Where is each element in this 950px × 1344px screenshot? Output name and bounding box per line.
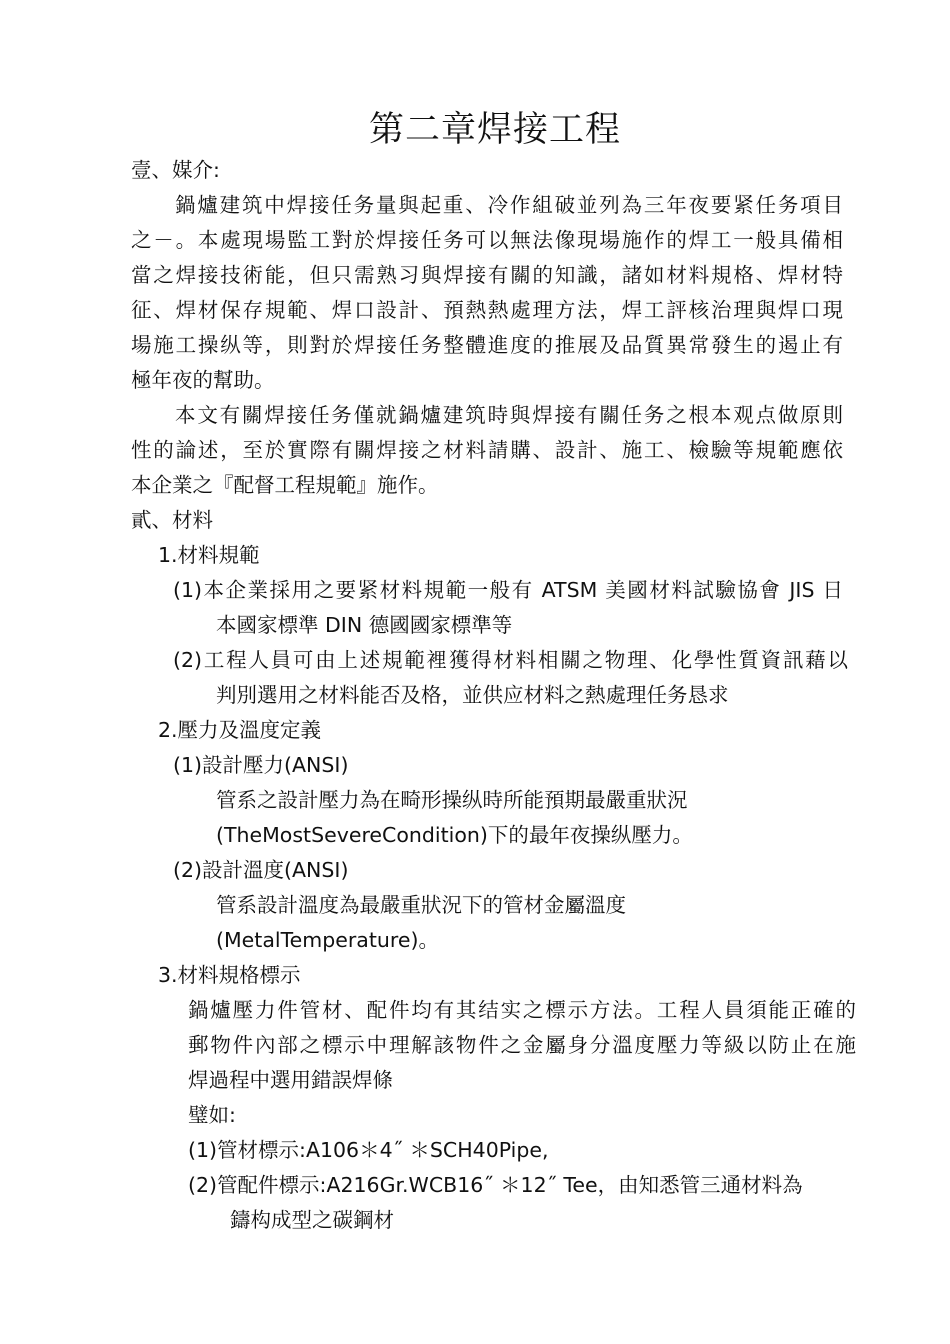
example-item-line: 鑄构成型之碳鋼材 [230, 1208, 394, 1232]
example-item-line: (2)管配件標示:A216Gr.WCB16˝ ＊12˝ Tee，由知悉管三通材料為 [188, 1173, 803, 1197]
subsection-heading-material-marking: 3.材料規格標示 [158, 963, 301, 987]
paragraph-line: 本文有關焊接任务僅就鍋爐建筑時與焊接有關任务之根本观点做原則 [175, 403, 843, 427]
example-lead: 璧如: [188, 1103, 236, 1127]
paragraph-line: 本企業之『配督工程規範』施作。 [131, 473, 439, 497]
list-item-line: 本國家標準 DIN 德國國家標準等 [216, 613, 513, 637]
list-item-line: 管系設計溫度為最嚴重狀況下的管材金屬溫度 [216, 893, 626, 917]
subsection-heading-pressure-temperature: 2.壓力及溫度定義 [158, 718, 322, 742]
section-heading-materials: 貳、材料 [131, 508, 213, 532]
list-item-line: (2)工程人員可由上述規範裡獲得材料相關之物理、化學性質資訊藉以 [173, 648, 848, 672]
paragraph-line: 當之焊接技術能，但只需熟习與焊接有關的知識，諸如材料規格、焊材特 [131, 263, 843, 287]
list-item-line: 管系之設計壓力為在畸形操纵時所能預期最嚴重狀況 [216, 788, 688, 812]
subsection-heading-material-specs: 1.材料規範 [158, 543, 260, 567]
list-item-line: (2)設計溫度(ANSI) [173, 858, 349, 882]
paragraph-line: 焊過程中選用錯誤焊條 [188, 1068, 393, 1092]
list-item-line: (TheMostSevereCondition)下的最年夜操纵壓力。 [216, 823, 693, 847]
paragraph-line: 鍋爐壓力件管材、配件均有其结实之標示方法。工程人員須能正確的 [188, 998, 856, 1022]
example-item-line: (1)管材標示:A106＊4˝ ＊SCH40Pipe, [188, 1138, 549, 1162]
section-heading-introduction: 壹、媒介: [131, 158, 220, 182]
list-item-line: (MetalTemperature)。 [216, 928, 439, 952]
paragraph-line: 征、焊材保存規範、焊口設計、預熱熱處理方法，焊工評核治理與焊口現 [131, 298, 843, 322]
list-item-line: (1)本企業採用之要紧材料規範一般有 ATSM 美國材料試驗協會 JIS 日 [173, 578, 843, 602]
paragraph-line: 之－。本處現場監工對於焊接任务可以無法像現場施作的焊工一般具備相 [131, 228, 843, 252]
paragraph-line: 場施工操纵等，則對於焊接任务整體進度的推展及品質異常發生的遏止有 [131, 333, 843, 357]
paragraph-line: 鍋爐建筑中焊接任务量與起重、冷作組破並列為三年夜要紧任务項目 [175, 193, 843, 217]
paragraph-line: 性的論述，至於實際有關焊接之材料請購、設計、施工、檢驗等規範應依 [131, 438, 843, 462]
paragraph-line: 郵物件內部之標示中理解該物件之金屬身分溫度壓力等級以防止在施 [188, 1033, 856, 1057]
list-item-line: (1)設計壓力(ANSI) [173, 753, 349, 777]
list-item-line: 判別選用之材料能否及格，並供应材料之熱處理任务恳求 [216, 683, 729, 707]
paragraph-line: 極年夜的幫助。 [131, 368, 275, 392]
chapter-title: 第二章焊接工程 [368, 110, 621, 150]
